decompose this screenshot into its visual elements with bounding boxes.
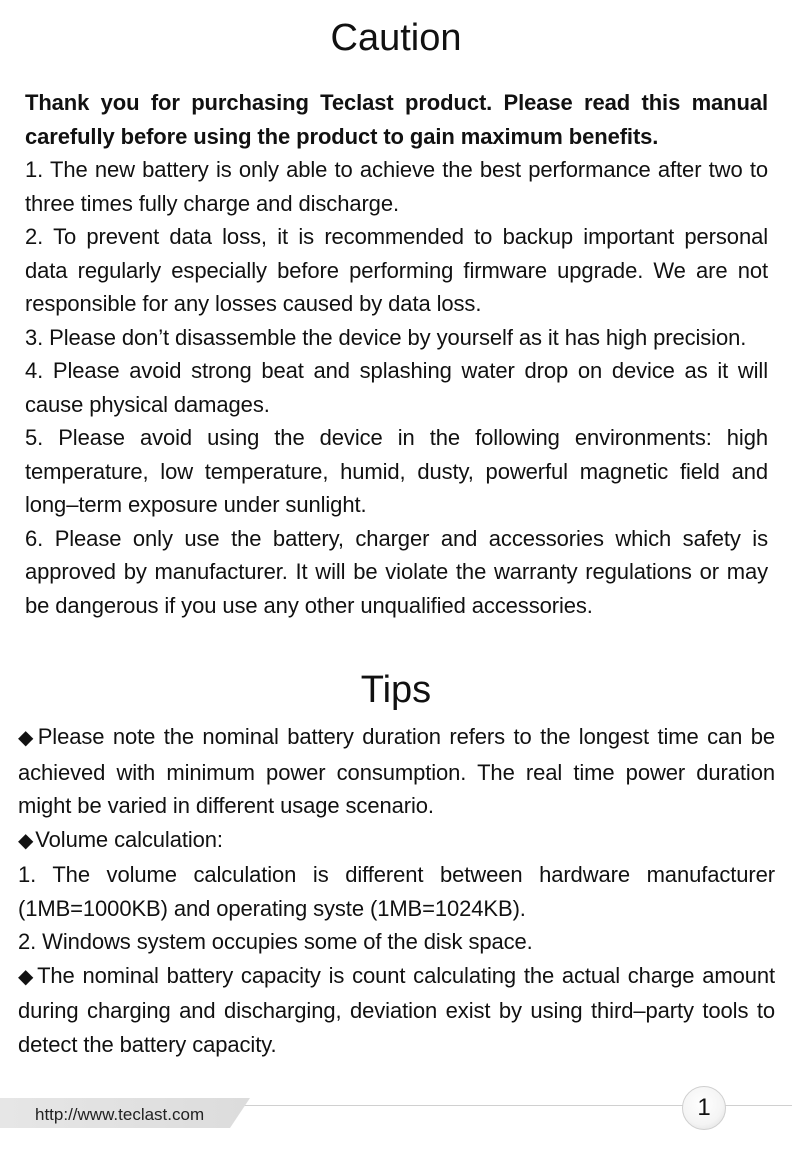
caution-item-3: 3. Please don’t disassemble the device by yourself as it has high precision. (25, 324, 747, 350)
caution-intro: Thank you for purchasing Teclast product. Please read this manual carefully before using the product to gain maximum benefits. (25, 90, 768, 149)
tips-title: Tips (360, 669, 432, 711)
caution-item-1: 1. The new battery is only able to achieve the best performance after two to three times fully charge and discharge. (25, 157, 768, 216)
caution-title: Caution (330, 17, 462, 59)
tip-volume-heading (18, 823, 775, 859)
tip-battery-capacity (18, 959, 775, 1062)
caution-item-6: 6. Please only use the battery, charger and accessories which safety is approved by manufacturer. It will be violate the warranty regulations or may be dangerous if you use any other unqualified accessories. (25, 525, 768, 618)
tip-battery-capacity-text: The nominal battery capacity is count calculating the actual charge amount during charging and discharging, deviation exist by using third–party tools to detect the battery capacity. (18, 962, 776, 1057)
caution-item-5: 5. Please avoid using the device in the following environments: high temperature, low temperature, humid, dusty, powerful magnetic field and long–term exposure under sunlight. (25, 425, 768, 517)
diamond-bullet-icon: ◆ (18, 727, 36, 749)
diamond-bullet-icon: ◆ (18, 965, 36, 988)
tip-battery-duration-text: Please note the nominal battery duration refers to the longest time can be achieved with minimum power consumption. The real time power duration might be varied in different usage scenario. (18, 724, 775, 818)
tip-battery-duration (18, 720, 775, 823)
diamond-bullet-icon: ◆ (18, 829, 34, 852)
tip-volume-item-2: 2. Windows system occupies some of the disk space. (18, 929, 533, 954)
page-number: 1 (682, 1086, 726, 1130)
caution-section (25, 86, 768, 622)
footer-url: http://www.teclast.com (35, 1105, 205, 1124)
tip-volume-heading-text: Volume calculation: (35, 826, 223, 852)
caution-item-4: 4. Please avoid strong beat and splashing water drop on device as it will cause physical damages. (25, 358, 768, 417)
tip-volume-item-1: 1. The volume calculation is different between hardware manufacturer (1MB=1000KB) and operating syste (1MB=1024KB). (18, 862, 775, 921)
tips-section (18, 720, 775, 1061)
caution-item-2: 2. To prevent data loss, it is recommended to backup important personal data regularly especially before performing firmware upgrade. We are not responsible for any losses caused by data loss. (25, 224, 768, 316)
